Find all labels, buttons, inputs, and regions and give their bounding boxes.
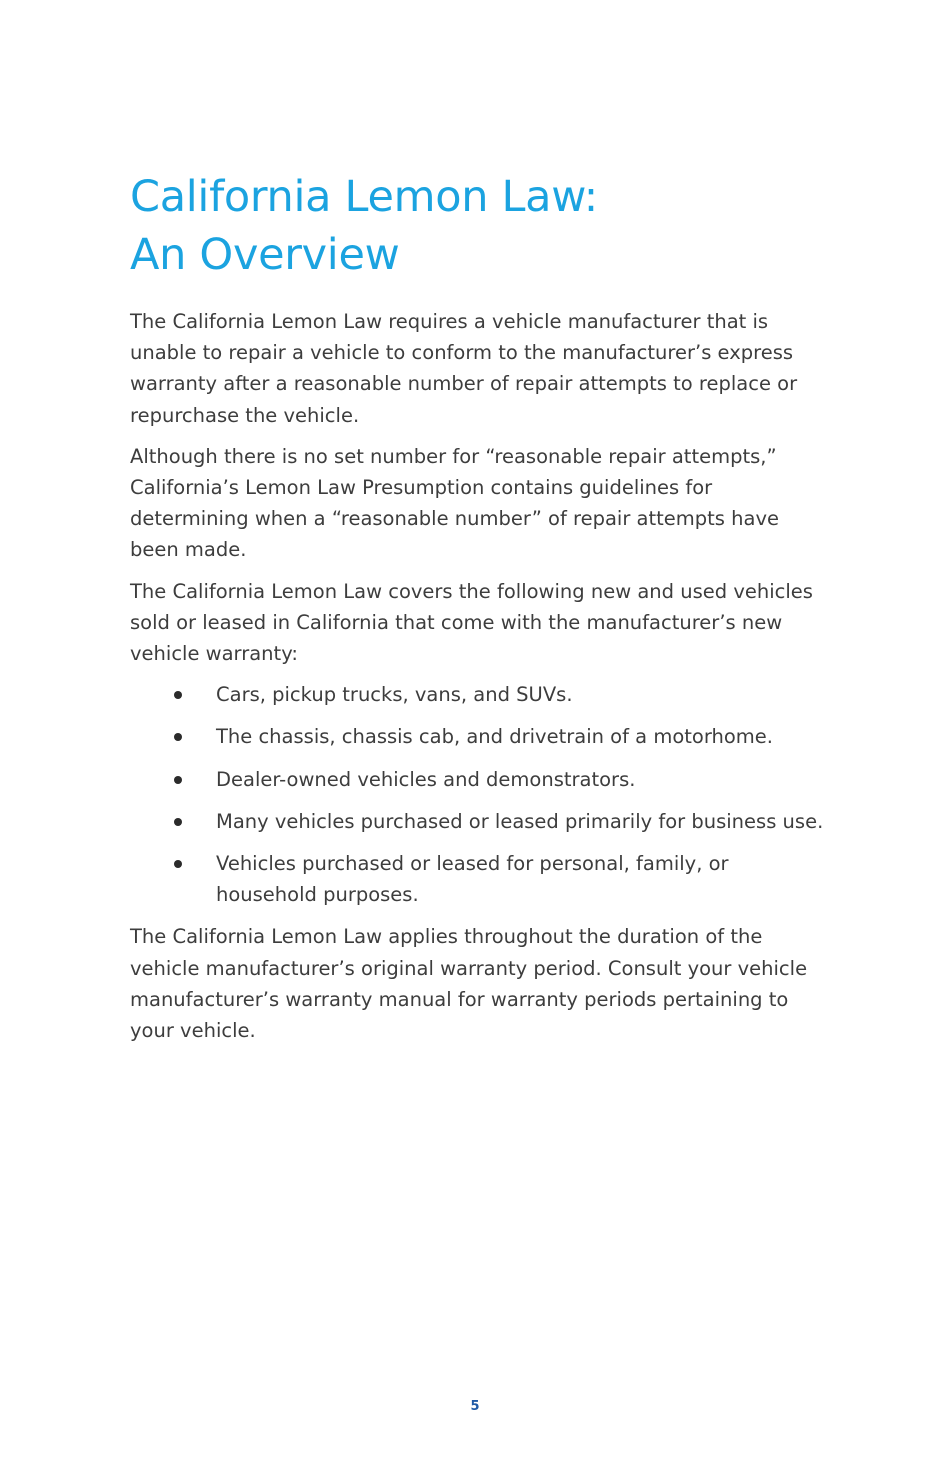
page-title-line-2: An Overview [130,230,400,280]
list-item [130,679,830,710]
list-item-text: Dealer-owned vehicles and demonstrators. [216,767,636,791]
page-title-line-1: California Lemon Law: [130,172,598,222]
warranty-duration-paragraph: The California Lemon Law applies throughout the duration of the vehicle manufacturer’s original warranty period. Consult your vehicle manufacturer’s warranty manual for warranty periods pertaining to your vehicle. [130,925,808,1043]
list-item-text: Vehicles purchased or leased for personal, family, or household purposes. [216,852,729,907]
page-content [130,168,830,1056]
bullet-icon [174,776,182,784]
bullet-icon [174,733,182,741]
bullet-icon [174,818,182,826]
list-item [130,806,830,837]
page-title [130,168,830,284]
list-item [130,764,830,795]
bullet-icon [174,860,182,868]
covered-vehicles-list [130,679,830,910]
page-number: 5 [470,1399,480,1414]
intro-paragraph: The California Lemon Law requires a vehicle manufacturer that is unable to repair a vehicle to conform to the manufacturer’s express warranty after a reasonable number of repair attempts to replace or repurchase the vehicle. [130,310,798,427]
list-item [130,848,830,910]
list-item [130,721,830,752]
list-item-text: Many vehicles purchased or leased primarily for business use. [216,809,824,833]
bullet-icon [174,691,182,699]
coverage-paragraph: The California Lemon Law covers the following new and used vehicles sold or leased in California that come with the manufacturer’s new vehicle warranty: [130,579,813,666]
list-item-text: Cars, pickup trucks, vans, and SUVs. [216,683,573,707]
presumption-paragraph: Although there is no set number for “reasonable repair attempts,” California’s Lemon Law Presumption contains guidelines for determining when a “reasonable number” of repair attempts have been made. [130,444,780,562]
list-item-text: The chassis, chassis cab, and drivetrain of a motorhome. [216,725,773,749]
